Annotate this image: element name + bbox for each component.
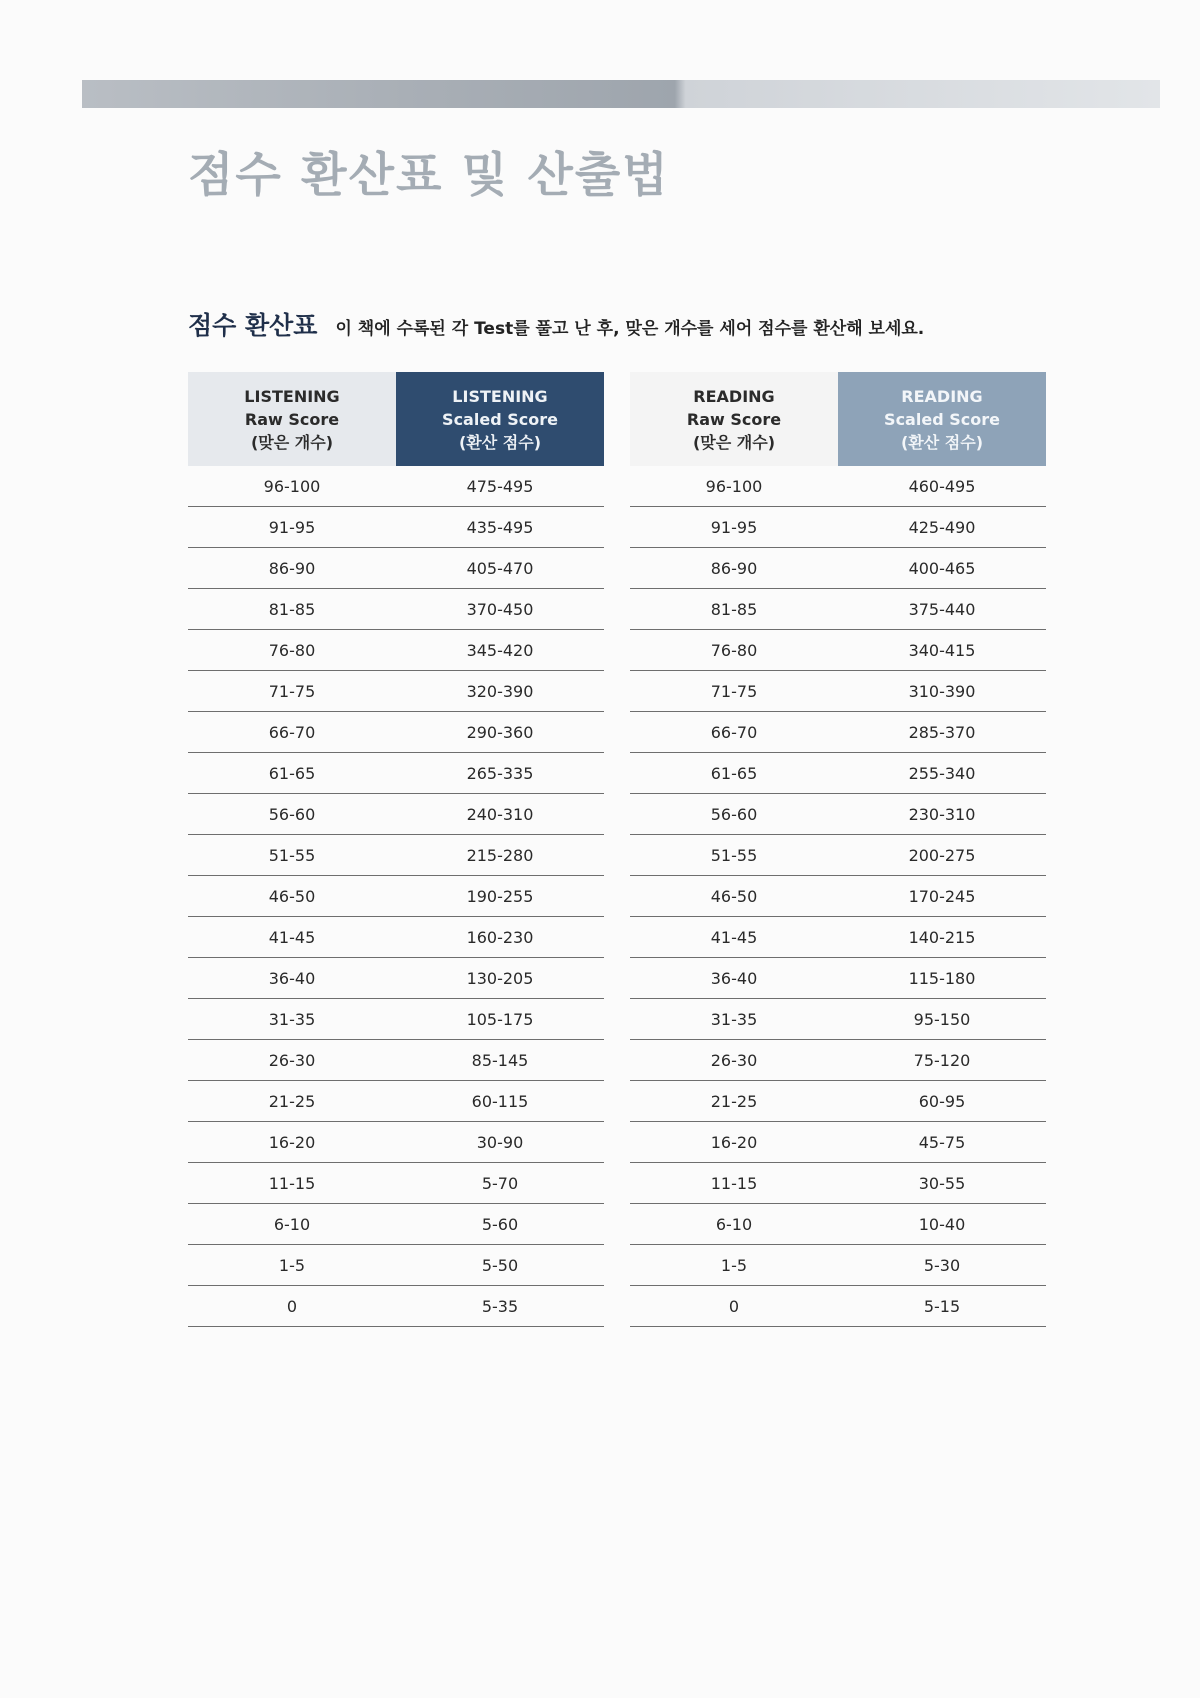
table-row [630,507,1046,548]
raw-score-cell: 81-85 [188,589,396,630]
table-row [630,999,1046,1040]
scaled-score-cell: 375-440 [838,589,1046,630]
raw-score-cell: 71-75 [630,671,838,712]
raw-score-cell: 16-20 [188,1122,396,1163]
scaled-score-cell: 60-115 [396,1081,604,1122]
raw-score-cell: 86-90 [188,548,396,589]
scaled-score-cell: 460-495 [838,466,1046,507]
table-row [630,958,1046,999]
header-line: Scaled Score [442,409,558,429]
raw-score-cell: 26-30 [188,1040,396,1081]
raw-score-cell: 1-5 [188,1245,396,1286]
raw-score-cell: 1-5 [630,1245,838,1286]
table-row [630,794,1046,835]
table-row [188,1040,604,1081]
table-row [188,917,604,958]
table-row [188,671,604,712]
raw-score-cell: 31-35 [188,999,396,1040]
scaled-score-cell: 370-450 [396,589,604,630]
table-row [188,1081,604,1122]
raw-score-cell: 86-90 [630,548,838,589]
raw-score-cell: 61-65 [188,753,396,794]
scaled-score-cell: 5-60 [396,1204,604,1245]
table-row [188,835,604,876]
scaled-score-cell: 105-175 [396,999,604,1040]
scaled-score-cell: 115-180 [838,958,1046,999]
table-row [188,1286,604,1327]
raw-score-cell: 31-35 [630,999,838,1040]
scaled-score-cell: 405-470 [396,548,604,589]
table-row [630,1163,1046,1204]
table-row [188,794,604,835]
raw-score-cell: 91-95 [630,507,838,548]
raw-score-cell: 76-80 [188,630,396,671]
table-row [188,1163,604,1204]
table-row [188,1122,604,1163]
header-line: Scaled Score [884,409,1000,429]
scaled-score-cell: 265-335 [396,753,604,794]
section-heading [188,306,924,342]
header-line: Raw Score [244,409,340,429]
listening-scaled-header [396,372,604,466]
raw-score-cell: 71-75 [188,671,396,712]
raw-score-cell: 36-40 [188,958,396,999]
raw-score-cell: 81-85 [630,589,838,630]
scaled-score-cell: 60-95 [838,1081,1046,1122]
section-instruction: 이 책에 수록된 각 Test를 풀고 난 후, 맞은 개수를 세어 점수를 환산해 보세요. [335,319,925,339]
scaled-score-cell: 130-205 [396,958,604,999]
raw-score-cell: 96-100 [630,466,838,507]
table-row [188,630,604,671]
scaled-score-cell: 190-255 [396,876,604,917]
reading-scaled-header [838,372,1046,466]
raw-score-cell: 11-15 [630,1163,838,1204]
raw-score-cell: 16-20 [630,1122,838,1163]
scaled-score-cell: 240-310 [396,794,604,835]
scaled-score-cell: 215-280 [396,835,604,876]
scaled-score-cell: 160-230 [396,917,604,958]
scaled-score-cell: 75-120 [838,1040,1046,1081]
table-row [188,999,604,1040]
raw-score-cell: 56-60 [188,794,396,835]
table-row [630,1040,1046,1081]
raw-score-cell: 61-65 [630,753,838,794]
table-row [188,548,604,589]
scaled-score-cell: 425-490 [838,507,1046,548]
raw-score-cell: 36-40 [630,958,838,999]
scaled-score-cell: 10-40 [838,1204,1046,1245]
table-row [630,876,1046,917]
scaled-score-cell: 5-35 [396,1286,604,1327]
raw-score-cell: 41-45 [630,917,838,958]
section-title: 점수 환산표 [188,311,318,340]
reading-table-body [630,466,1046,1327]
raw-score-cell: 46-50 [630,876,838,917]
table-row [630,1081,1046,1122]
table-row [188,507,604,548]
table-row [630,548,1046,589]
scaled-score-cell: 85-145 [396,1040,604,1081]
table-row [630,671,1046,712]
scaled-score-cell: 290-360 [396,712,604,753]
header-line: LISTENING [452,386,548,406]
raw-score-cell: 11-15 [188,1163,396,1204]
raw-score-cell: 6-10 [188,1204,396,1245]
header-line: (환산 점수) [458,432,542,452]
table-row [188,466,604,507]
page-title: 점수 환산표 및 산출법 [188,148,670,203]
raw-score-cell: 96-100 [188,466,396,507]
table-row [630,1122,1046,1163]
table-row [630,630,1046,671]
raw-score-cell: 51-55 [188,835,396,876]
raw-score-cell: 21-25 [630,1081,838,1122]
table-row [630,1286,1046,1327]
scaled-score-cell: 5-30 [838,1245,1046,1286]
table-row [630,835,1046,876]
scaled-score-cell: 310-390 [838,671,1046,712]
table-row [630,753,1046,794]
scaled-score-cell: 5-70 [396,1163,604,1204]
table-row [188,589,604,630]
table-row [630,1245,1046,1286]
raw-score-cell: 66-70 [188,712,396,753]
header-line: Raw Score [686,409,782,429]
header-line: (맞은 개수) [692,432,776,452]
raw-score-cell: 21-25 [188,1081,396,1122]
raw-score-cell: 91-95 [188,507,396,548]
scaled-score-cell: 95-150 [838,999,1046,1040]
reading-score-table [630,372,1046,1327]
scaled-score-cell: 5-50 [396,1245,604,1286]
header-line: LISTENING [244,386,340,406]
listening-score-table [188,372,604,1327]
table-row [630,466,1046,507]
scaled-score-cell: 475-495 [396,466,604,507]
scaled-score-cell: 170-245 [838,876,1046,917]
header-band [82,80,1160,108]
raw-score-cell: 46-50 [188,876,396,917]
table-row [188,1245,604,1286]
scaled-score-cell: 45-75 [838,1122,1046,1163]
table-row [188,876,604,917]
scaled-score-cell: 345-420 [396,630,604,671]
raw-score-cell: 56-60 [630,794,838,835]
table-row [188,958,604,999]
reading-raw-header [630,372,838,466]
header-line: (맞은 개수) [250,432,334,452]
raw-score-cell: 41-45 [188,917,396,958]
table-row [188,753,604,794]
raw-score-cell: 26-30 [630,1040,838,1081]
raw-score-cell: 66-70 [630,712,838,753]
scaled-score-cell: 255-340 [838,753,1046,794]
raw-score-cell: 51-55 [630,835,838,876]
header-line: READING [693,386,775,406]
scaled-score-cell: 285-370 [838,712,1046,753]
scaled-score-cell: 340-415 [838,630,1046,671]
scaled-score-cell: 5-15 [838,1286,1046,1327]
scaled-score-cell: 200-275 [838,835,1046,876]
scaled-score-cell: 30-90 [396,1122,604,1163]
table-row [630,917,1046,958]
raw-score-cell: 6-10 [630,1204,838,1245]
scaled-score-cell: 435-495 [396,507,604,548]
listening-raw-header [188,372,396,466]
scaled-score-cell: 140-215 [838,917,1046,958]
listening-table-body [188,466,604,1327]
scaled-score-cell: 30-55 [838,1163,1046,1204]
raw-score-cell: 76-80 [630,630,838,671]
table-row [630,589,1046,630]
raw-score-cell: 0 [630,1286,838,1327]
table-row [188,1204,604,1245]
table-row [630,1204,1046,1245]
scaled-score-cell: 320-390 [396,671,604,712]
header-line: READING [901,386,983,406]
header-line: (환산 점수) [900,432,984,452]
table-row [188,712,604,753]
scaled-score-cell: 400-465 [838,548,1046,589]
raw-score-cell: 0 [188,1286,396,1327]
table-row [630,712,1046,753]
scaled-score-cell: 230-310 [838,794,1046,835]
